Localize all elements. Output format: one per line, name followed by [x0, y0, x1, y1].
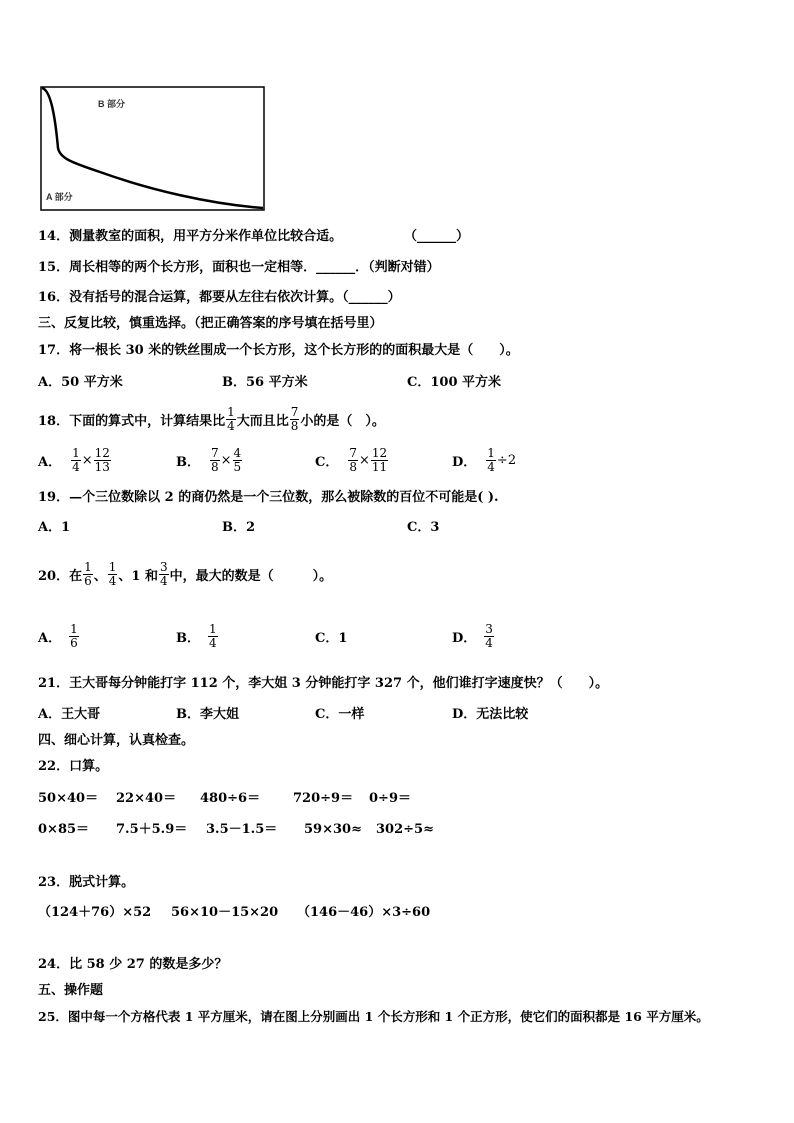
- q18-b-letter: B．: [176, 454, 200, 470]
- q18-option-a: [38, 444, 112, 476]
- q20-prefix: 20．在: [38, 568, 83, 584]
- q23-item: （146－46）×3÷60: [297, 905, 431, 920]
- q17-option-a: A．50 平方米: [38, 375, 123, 390]
- q18-c-op: ×: [359, 452, 370, 468]
- q22-item: 0÷9＝: [369, 791, 411, 806]
- q18-f1-denominator: 4: [227, 418, 235, 433]
- q18-a-op: ×: [81, 452, 93, 468]
- figure-svg: [40, 86, 265, 211]
- q22-item: 720÷9＝: [293, 791, 354, 806]
- q18-b-frac1: $\frac{7}{8}$: [211, 445, 219, 474]
- question-23: 23．脱式计算。: [38, 875, 135, 890]
- figure-frame: [41, 87, 264, 210]
- q20-b-frac: $\frac{1}{4}$: [209, 621, 217, 650]
- q20-option-b: [176, 620, 219, 652]
- q20-a-letter: A．: [38, 630, 62, 646]
- q19-option-a: A．1: [38, 520, 71, 535]
- q20-frac3: $\frac{3}{4}$: [159, 559, 168, 588]
- q18-fraction-upper: [290, 406, 300, 433]
- q18-b-frac2: $\frac{4}{5}$: [233, 445, 242, 474]
- q21-option-b: B．李大姐: [176, 707, 239, 722]
- q18-f1-numerator: 1: [227, 404, 235, 419]
- question-24: 24．比 58 少 27 的数是多少？: [38, 957, 228, 972]
- section-4-heading: 四、细心计算，认真检查。: [38, 733, 195, 748]
- section-5-heading: 五、操作题: [38, 983, 104, 998]
- q18-option-d: [452, 444, 516, 476]
- q18-suffix: 小的是（ ）。: [300, 413, 385, 429]
- question-16: 16．没有括号的混合运算，都要从左往右依次计算。（______）: [38, 290, 401, 305]
- label-b: B 部分: [98, 99, 126, 109]
- q21-option-a: A．王大哥: [38, 707, 101, 722]
- q18-option-b: [176, 444, 243, 476]
- area-figure: [40, 86, 265, 211]
- question-19: 19．—个三位数除以 2 的商仍然是一个三位数，那么被除数的百位不可能是( ).: [38, 490, 499, 505]
- q20-frac2: $\frac{1}{4}$: [108, 559, 117, 588]
- q18-fraction-lower: [226, 406, 236, 433]
- question-14-blank: （______）: [404, 229, 470, 244]
- q22-item: 0×85＝: [38, 822, 90, 837]
- q20-sep1: 、: [93, 568, 107, 584]
- question-21: 21．王大哥每分钟能打字 112 个，李大姐 3 分钟能打字 327 个，他们谁打字速度快？（ ）。: [38, 676, 609, 691]
- q18-b-op: ×: [220, 452, 232, 468]
- q23-item: 56×10－15×20: [171, 905, 279, 920]
- figure-curve: [42, 88, 263, 208]
- q18-prefix: 18．下面的算式中，计算结果比: [38, 413, 226, 429]
- q22-item: 480÷6＝: [200, 791, 261, 806]
- q20-d-frac: $\frac{3}{4}$: [485, 621, 493, 650]
- q20-a-frac: $\frac{1}{6}$: [70, 621, 78, 650]
- section-3-heading: 三、反复比较，慎重选择。（把正确答案的序号填在括号里）: [38, 316, 383, 331]
- q18-d-letter: D．: [452, 454, 477, 470]
- question-15: 15．周长相等的两个长方形，面积也一定相等．______．（判断对错）: [38, 260, 440, 275]
- q18-a-frac1: $\frac{1}{4}$: [72, 445, 80, 474]
- q18-d-tail: ÷2: [496, 452, 517, 468]
- q20-option-d: [452, 620, 495, 652]
- q22-item: 302÷5≈: [376, 822, 434, 837]
- q20-b-letter: B．: [176, 630, 200, 646]
- label-a: A 部分: [46, 192, 73, 202]
- q22-item: 7.5＋5.9＝: [116, 822, 188, 837]
- q17-option-c: C．100 平方米: [407, 375, 502, 390]
- question-20: [38, 558, 332, 590]
- q21-option-d: D．无法比较: [452, 707, 529, 722]
- q18-c-frac2: $\frac{12}{11}$: [371, 445, 388, 474]
- q19-option-c: C．3: [407, 520, 440, 535]
- q20-frac1: $\frac{1}{6}$: [84, 559, 92, 588]
- q20-option-a: [38, 620, 80, 652]
- q20-c-letter: C．1: [315, 630, 348, 646]
- q18-f2-denominator: 8: [290, 418, 299, 433]
- question-17: 17．将一根长 30 米的铁丝围成一个长方形，这个长方形的的面积最大是（ ）。: [38, 343, 519, 358]
- q20-option-c: [315, 620, 347, 652]
- q18-d-frac1: $\frac{1}{4}$: [487, 445, 495, 474]
- q19-option-b: B．2: [222, 520, 256, 535]
- q18-middle: 大而且比: [236, 413, 289, 429]
- question-25: 25．图中每一个方格代表 1 平方厘米，请在图上分别画出 1 个长方形和 1 个正方形，使它们的面积都是 16 平方厘米。: [38, 1009, 709, 1024]
- q17-option-b: B．56 平方米: [222, 375, 308, 390]
- q18-option-c: [315, 444, 389, 476]
- q18-a-letter: A．: [38, 454, 62, 470]
- q20-sep2: 、1 和: [118, 568, 158, 584]
- q18-f2-numerator: 7: [290, 404, 299, 419]
- question-18: [38, 404, 385, 434]
- q22-item: 59×30≈: [304, 822, 362, 837]
- q18-c-frac1: $\frac{7}{8}$: [349, 445, 357, 474]
- q23-item: （124＋76）×52: [38, 905, 152, 920]
- q22-item: 3.5－1.5＝: [206, 822, 278, 837]
- question-22: 22．口算。: [38, 759, 109, 774]
- q20-d-letter: D．: [452, 630, 477, 646]
- q22-item: 50×40＝: [38, 791, 99, 806]
- q18-c-letter: C．: [315, 454, 339, 470]
- q22-item: 22×40＝: [116, 791, 177, 806]
- q21-option-c: C．一样: [315, 707, 365, 722]
- question-14: 14．测量教室的面积，用平方分米作单位比较合适。: [38, 229, 343, 244]
- q20-suffix: 中，最大的数是（ ）。: [169, 568, 333, 584]
- q18-a-frac2: $\frac{12}{13}$: [94, 445, 110, 474]
